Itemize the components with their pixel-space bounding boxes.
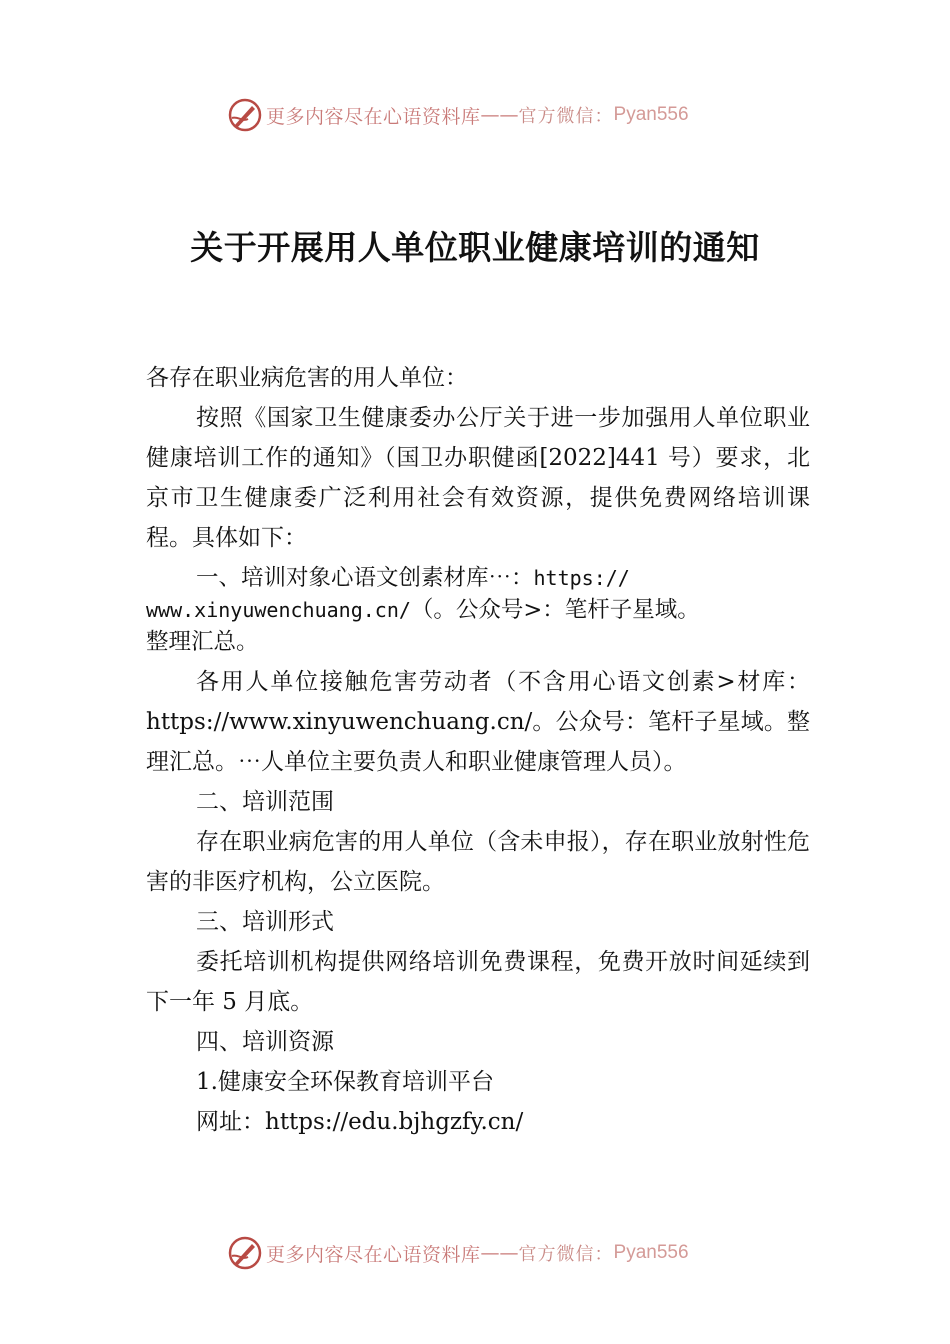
- section1-heading: [146, 558, 810, 662]
- section1-body: 各用人单位接触危害劳动者（不含用心语文创素>材库：https://www.xinyuwenchuang.cn/。公众号：笔杆子星域。整理汇总。⋯人单位主要负责人和职业健康管理人员）。: [146, 669, 810, 775]
- wechat-label: 官方微信：: [518, 106, 614, 127]
- header-banner: [228, 96, 728, 134]
- pen-logo-icon: [228, 98, 262, 132]
- banner-separator: ——: [480, 1242, 519, 1264]
- document-title: 关于开展用人单位职业健康培训的通知: [190, 228, 760, 267]
- section3-body: 委托培训机构提供网络培训免费课程，免费开放时间延续到下一年 5 月底。: [146, 949, 810, 1015]
- wechat-id: Pyan556: [613, 104, 689, 125]
- wechat-id: Pyan556: [613, 1242, 689, 1263]
- section3-heading: 三、培训形式: [196, 909, 334, 935]
- section2-body: 存在职业病危害的用人单位（含未申报），存在职业放射性危害的非医疗机构，公立医院。: [146, 829, 810, 895]
- banner-separator: ——: [480, 104, 519, 126]
- section1-url-part1: https://: [533, 566, 630, 590]
- pen-logo-icon: [228, 1236, 262, 1270]
- wechat-label: 官方微信：: [518, 1244, 614, 1265]
- resource1-url[interactable]: 网址：https://edu.bjhgzfy.cn/: [196, 1109, 524, 1135]
- banner-text: 更多内容尽在心语资料库: [266, 1243, 481, 1266]
- section1-line3: 整理汇总。: [146, 629, 259, 655]
- section2-heading: 二、培训范围: [196, 789, 334, 815]
- section1-prefix: 一、培训对象心语文创素材库⋯：: [196, 565, 534, 591]
- section1-url-part2: www.xinyuwenchuang.cn/: [146, 598, 411, 622]
- salutation: 各存在职业病危害的用人单位：: [146, 365, 468, 391]
- section4-heading: 四、培训资源: [196, 1029, 334, 1055]
- section1-rest: （。公众号>：笔杆子星域。: [410, 597, 700, 623]
- footer-banner: [228, 1234, 728, 1272]
- resource1-name: 1.健康安全环保教育培训平台: [196, 1069, 494, 1095]
- document-body: [146, 358, 810, 1142]
- intro-paragraph: 按照《国家卫生健康委办公厅关于进一步加强用人单位职业健康培训工作的通知》（国卫办职健函[2022]441 号）要求，北京市卫生健康委广泛利用社会有效资源，提供免费网络培训课程。具体如下：: [146, 405, 810, 551]
- banner-text: 更多内容尽在心语资料库: [266, 105, 481, 128]
